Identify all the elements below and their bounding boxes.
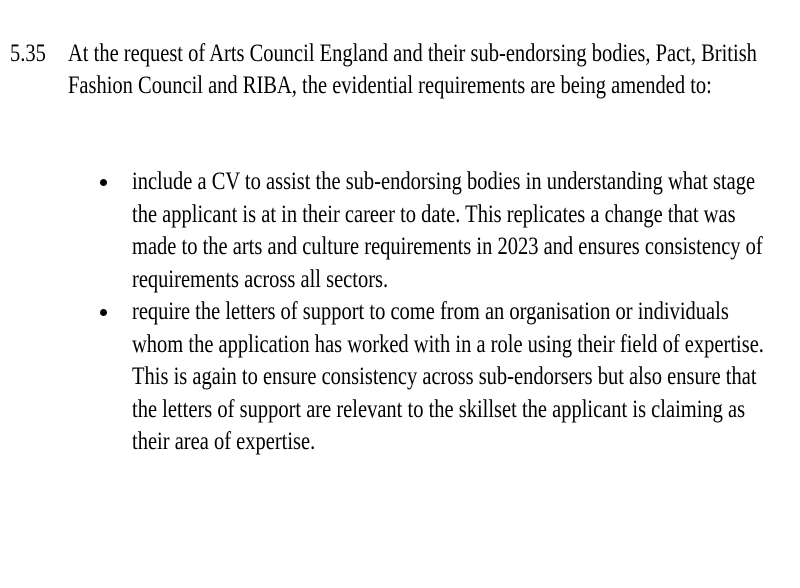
bullet-line: the letters of support are relevant to the skillset the applicant is claiming as: [132, 395, 746, 423]
paragraph-5-35: [10, 38, 790, 102]
bullet-line: This is again to ensure consistency across sub-endorsers but also ensure that: [132, 363, 757, 390]
bullet-item-cv: [100, 166, 790, 296]
bullet-line: made to the arts and culture requirements in 2023 and ensures consistency of: [132, 233, 763, 260]
bullet-line: whom the application has worked with in a role using their field of expertise.: [132, 330, 764, 358]
bullet-icon: [100, 309, 107, 316]
bullet-line: the applicant is at in their career to date. This replicates a change that was: [132, 200, 736, 228]
bullet-text: [132, 296, 780, 459]
bullet-item-letters: [100, 296, 790, 459]
paragraph-line: At the request of Arts Council England and their sub-endorsing bodies, Pact, British: [68, 40, 757, 67]
bullet-line: their area of expertise.: [132, 428, 316, 455]
paragraph-line: Fashion Council and RIBA, the evidential requirements are being amended to:: [68, 72, 712, 99]
bullet-list: [100, 166, 790, 459]
bullet-icon: [100, 179, 107, 186]
bullet-line: include a CV to assist the sub-endorsing bodies in understanding what stage: [132, 168, 756, 195]
bullet-line: require the letters of support to come from an organisation or individuals: [132, 298, 729, 325]
paragraph-text: [68, 38, 757, 102]
bullet-text: [132, 166, 780, 296]
paragraph-number: 5.35: [10, 40, 46, 67]
bullet-line: requirements across all sectors.: [132, 265, 389, 293]
